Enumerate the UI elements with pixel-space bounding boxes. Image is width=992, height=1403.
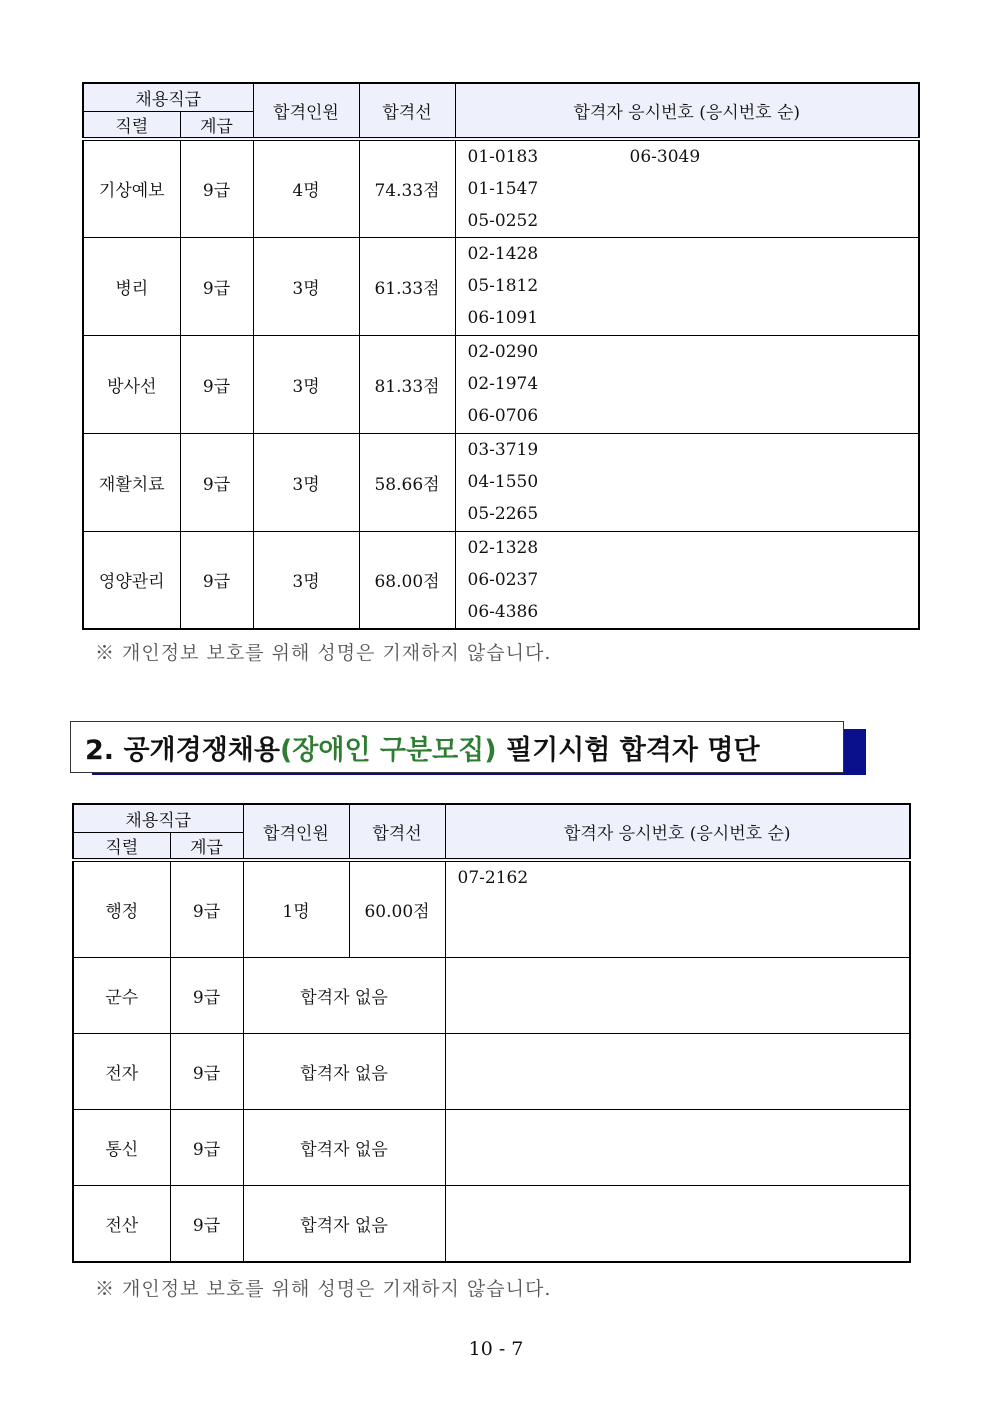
number-line xyxy=(468,205,918,237)
applicant-number: 02-1328 xyxy=(467,537,539,558)
number-line xyxy=(468,466,918,498)
grade-cell: 9급 xyxy=(180,139,253,238)
table-row xyxy=(83,335,919,433)
number-line xyxy=(468,336,918,368)
table-row xyxy=(83,139,919,238)
header-count: 합격인원 xyxy=(243,804,349,860)
cutoff-cell: 68.00점 xyxy=(359,531,455,629)
privacy-note: ※ 개인정보 보호를 위해 성명은 기재하지 않습니다. xyxy=(95,642,552,664)
number-line xyxy=(468,498,918,530)
privacy-note: ※ 개인정보 보호를 위해 성명은 기재하지 않습니다. xyxy=(95,1278,552,1300)
table-row xyxy=(73,1186,910,1262)
status-cell: 합격자 없음 xyxy=(243,958,445,1034)
applicant-number: 01-1547 xyxy=(467,178,539,199)
position-cell: 행정 xyxy=(73,860,170,958)
grade-cell: 9급 xyxy=(170,958,243,1034)
table-row xyxy=(73,1110,910,1186)
title-main: 2. 공개경쟁채용 xyxy=(85,734,280,766)
header-cutoff: 합격선 xyxy=(359,83,455,139)
header-group: 채용직급 xyxy=(73,804,243,832)
header-group: 채용직급 xyxy=(83,83,253,111)
count-cell: 4명 xyxy=(253,139,359,238)
passers-table-disabled xyxy=(72,803,911,1263)
table-row xyxy=(73,860,910,958)
section-title xyxy=(71,728,760,767)
count-cell: 3명 xyxy=(253,335,359,433)
number-line xyxy=(468,596,918,628)
header-numbers: 합격자 응시번호 (응시번호 순) xyxy=(455,83,919,139)
grade-cell: 9급 xyxy=(180,237,253,335)
grade-cell: 9급 xyxy=(180,335,253,433)
position-cell: 재활치료 xyxy=(83,433,180,531)
applicant-number: 06-4386 xyxy=(467,601,539,622)
table-row xyxy=(83,531,919,629)
page-number: 10 - 7 xyxy=(468,1338,524,1360)
cutoff-cell: 61.33점 xyxy=(359,237,455,335)
header-grade: 계급 xyxy=(170,832,243,860)
status-cell: 합격자 없음 xyxy=(243,1034,445,1110)
count-cell: 3명 xyxy=(253,237,359,335)
applicant-number: 05-2265 xyxy=(467,504,539,524)
number-line xyxy=(468,141,918,173)
applicant-number: 03-3719 xyxy=(467,440,539,460)
applicant-number: 06-1091 xyxy=(467,308,539,328)
header-position: 직렬 xyxy=(83,111,180,139)
header-count: 합격인원 xyxy=(253,83,359,139)
position-cell: 통신 xyxy=(73,1110,170,1186)
numbers-cell xyxy=(445,1186,910,1262)
count-cell: 3명 xyxy=(253,531,359,629)
status-cell: 합격자 없음 xyxy=(243,1110,445,1186)
applicant-number: 05-1812 xyxy=(467,276,539,296)
number-line xyxy=(468,532,918,564)
status-cell: 합격자 없음 xyxy=(243,1186,445,1262)
position-cell: 병리 xyxy=(83,237,180,335)
header-position: 직렬 xyxy=(73,832,170,860)
number-line xyxy=(468,564,918,596)
numbers-cell xyxy=(445,958,910,1034)
numbers-cell xyxy=(455,139,919,238)
number-line xyxy=(468,270,918,302)
table-row xyxy=(83,237,919,335)
numbers-cell xyxy=(445,1034,910,1110)
number-line xyxy=(468,238,918,270)
number-line xyxy=(468,434,918,466)
grade-cell: 9급 xyxy=(170,860,243,958)
applicant-number: 07-2162 xyxy=(457,867,529,888)
position-cell: 전자 xyxy=(73,1034,170,1110)
numbers-cell xyxy=(455,237,919,335)
table-row xyxy=(73,958,910,1034)
table-row xyxy=(73,1034,910,1110)
position-cell: 방사선 xyxy=(83,335,180,433)
applicant-number: 06-0706 xyxy=(467,406,539,426)
number-line xyxy=(468,368,918,400)
count-cell: 3명 xyxy=(253,433,359,531)
grade-cell: 9급 xyxy=(180,433,253,531)
header-numbers: 합격자 응시번호 (응시번호 순) xyxy=(445,804,910,860)
numbers-cell xyxy=(455,531,919,629)
applicant-number: 02-0290 xyxy=(467,342,539,362)
grade-cell: 9급 xyxy=(170,1034,243,1110)
cutoff-cell: 81.33점 xyxy=(359,335,455,433)
title-highlight: (장애인 구분모집) xyxy=(279,734,497,766)
applicant-number: 06-0237 xyxy=(467,569,539,590)
header-grade: 계급 xyxy=(180,111,253,139)
grade-cell: 9급 xyxy=(180,531,253,629)
passers-table-general xyxy=(82,82,920,630)
numbers-cell xyxy=(445,860,910,958)
grade-cell: 9급 xyxy=(170,1186,243,1262)
number-line xyxy=(468,302,918,334)
applicant-number: 06-3049 xyxy=(629,146,701,167)
applicant-number: 02-1428 xyxy=(467,244,539,264)
applicant-number: 01-0183 xyxy=(467,146,539,167)
grade-cell: 9급 xyxy=(170,1110,243,1186)
applicant-number: 04-1550 xyxy=(467,472,539,492)
cutoff-cell: 58.66점 xyxy=(359,433,455,531)
position-cell: 군수 xyxy=(73,958,170,1034)
applicant-number: 02-1974 xyxy=(467,374,539,394)
number-line xyxy=(468,400,918,432)
position-cell: 영양관리 xyxy=(83,531,180,629)
count-cell: 1명 xyxy=(243,860,349,958)
title-rest: 필기시험 합격자 명단 xyxy=(496,734,760,766)
position-cell: 기상예보 xyxy=(83,139,180,238)
number-line xyxy=(468,173,918,205)
header-cutoff: 합격선 xyxy=(349,804,445,860)
position-cell: 전산 xyxy=(73,1186,170,1262)
cutoff-cell: 74.33점 xyxy=(359,139,455,238)
numbers-cell xyxy=(455,433,919,531)
section-title-box xyxy=(70,721,866,775)
applicant-number: 05-0252 xyxy=(467,210,539,231)
numbers-cell xyxy=(455,335,919,433)
table-row xyxy=(83,433,919,531)
numbers-cell xyxy=(445,1110,910,1186)
title-frame xyxy=(70,721,844,773)
cutoff-cell: 60.00점 xyxy=(349,860,445,958)
